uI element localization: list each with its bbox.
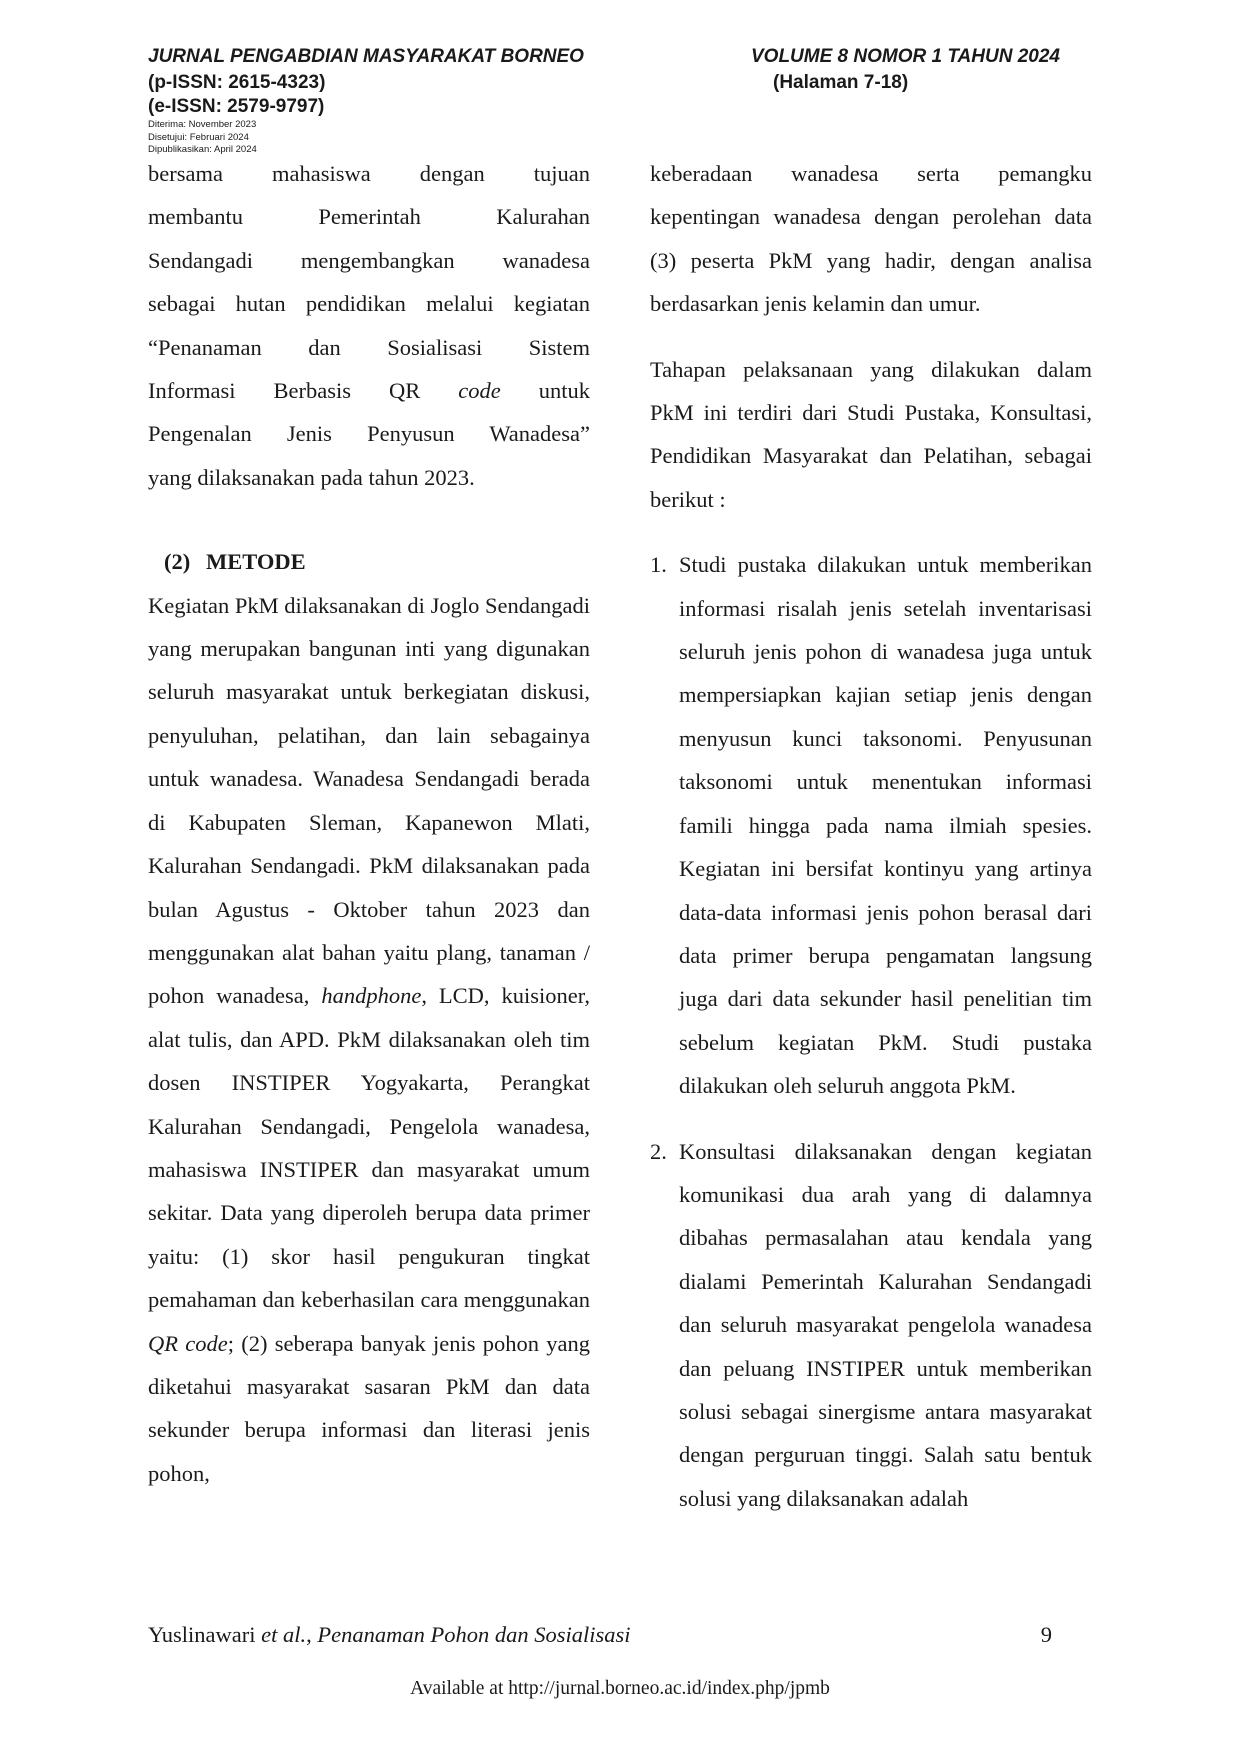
availability-note: Available at http://jurnal.borneo.ac.id/index.php/jpmb: [410, 1678, 830, 1699]
volume-info: VOLUME 8 NOMOR 1 TAHUN 2024: [751, 46, 1060, 67]
intro-line: Sendangadi mengembangkan wanadesa: [148, 247, 590, 273]
intro-line: yang dilaksanakan pada tahun 2023.: [148, 464, 475, 490]
intro-code-italic: code: [458, 378, 501, 404]
publication-dates: [148, 119, 257, 157]
received-date: Diterima: November 2023: [148, 119, 257, 130]
intro-line: membantu Pemerintah Kalurahan: [148, 204, 590, 230]
metode-paragraph: [148, 584, 590, 1496]
section-number: (2): [164, 549, 191, 575]
intro-text: untuk: [500, 378, 590, 404]
right-column: [650, 152, 1092, 1520]
section-heading: [148, 540, 590, 583]
metode-italic: handphone: [321, 983, 422, 1009]
steps-list: [650, 543, 1092, 1520]
continuation-paragraph: keberadaan wanadesa serta pemangku kepentingan wanadesa dengan perolehan data (3) peserta PkM yang hadir, dengan analisa berdasarkan jenis kelamin dan umur.: [650, 161, 1092, 317]
list-item: [650, 543, 1092, 1107]
tahapan-paragraph: Tahapan pelaksanaan yang dilakukan dalam PkM ini terdiri dari Studi Pustaka, Konsultasi, Pendidikan Masyarakat dan Pelatihan, sebagai berikut :: [650, 356, 1092, 512]
intro-line: bersama mahasiswa dengan tujuan: [148, 161, 590, 186]
list-text: Konsultasi dilaksanakan dengan kegiatan komunikasi dua arah yang di dalamnya dibahas permasalahan atau kendala yang dialami Pemerintah Kalurahan Sendangadi dan seluruh masyarakat pengelola wanadesa dan peluang INSTIPER untuk memberikan solusi sebagai sinergisme antara masyarakat dengan perguruan tinggi. Salah satu bentuk solusi yang dilaksanakan adalah: [679, 1138, 1092, 1511]
journal-name: JURNAL PENGABDIAN MASYARAKAT BORNEO: [148, 46, 584, 67]
page-footer: [148, 1620, 1052, 1650]
left-column: [148, 152, 590, 1495]
metode-text: , LCD, kuisioner, alat tulis, dan APD. PkM dilaksanakan oleh tim dosen INSTIPER Yogyakarta, Perangkat Kalurahan Sendangadi, Pengelola wanadesa, mahasiswa INSTIPER dan masyarakat umum sekitar. Data yang diperoleh berupa data primer yaitu: (1) skor hasil pengukuran tingkat pemahaman dan keberhasilan cara menggunakan: [148, 983, 591, 1313]
approved-date: Disetujui: Februari 2024: [148, 131, 249, 143]
page-range: (Halaman 7-18): [773, 72, 909, 93]
footer-etal: et al.: [255, 1622, 307, 1647]
list-text: Studi pustaka dilakukan untuk memberikan informasi risalah jenis setelah inventarisasi seluruh jenis pohon di wanadesa juga untuk mempersiapkan kajian setiap jenis dengan menyusun kunci taksonomi. Penyusunan taksonomi untuk menentukan informasi famili hingga pada nama ilmiah spesies. Kegiatan ini bersifat kontinyu yang artinya data-data informasi jenis pohon berasal dari data primer berupa pengamatan langsung juga dari data sekunder hasil penelitian tim sebelum kegiatan PkM. Studi pustaka dilakukan oleh seluruh anggota PkM.: [679, 552, 1092, 1099]
published-date: Dipublikasikan: April 2024: [148, 144, 257, 155]
p-issn: (p-ISSN: 2615-4323): [148, 72, 326, 93]
metode-text: Kegiatan PkM dilaksanakan di Joglo Sendangadi yang merupakan bangunan inti yang digunakan seluruh masyarakat untuk berkegiatan diskusi, penyuluhan, pelatihan, dan lain sebagainya untuk wanadesa. Wanadesa Sendangadi berada di Kabupaten Sleman, Kapanewon Mlati, Kalurahan Sendangadi. PkM dilaksanakan pada bulan Agustus - Oktober tahun 2023 dan menggunakan alat bahan yaitu plang, tanaman / pohon wanadesa,: [148, 592, 590, 1009]
intro-line: sebagai hutan pendidikan melalui kegiatan: [148, 291, 590, 317]
intro-line: Pengenalan Jenis Penyusun Wanadesa”: [148, 421, 590, 447]
list-number: 2.: [650, 1138, 667, 1164]
list-item: [650, 1130, 1092, 1521]
intro-line: “Penanaman dan Sosialisasi Sistem: [148, 334, 590, 360]
metode-text: ; (2) seberapa banyak jenis pohon yang diketahui masyarakat sasaran PkM dan data sekunder berupa informasi dan literasi jenis pohon,: [148, 1330, 591, 1486]
footer-author: Yuslinawari: [148, 1622, 256, 1647]
metode-italic: QR code: [148, 1330, 228, 1356]
footer-comma: ,: [306, 1622, 318, 1647]
intro-line: [148, 369, 590, 412]
footer-title: Penanaman Pohon dan Sosialisasi: [317, 1622, 631, 1647]
list-number: 1.: [650, 552, 667, 578]
section-title: METODE: [206, 549, 306, 575]
intro-text: Informasi Berbasis QR: [148, 378, 459, 404]
e-issn: (e-ISSN: 2579-9797): [148, 96, 325, 117]
page-number: 9: [1040, 1622, 1052, 1647]
